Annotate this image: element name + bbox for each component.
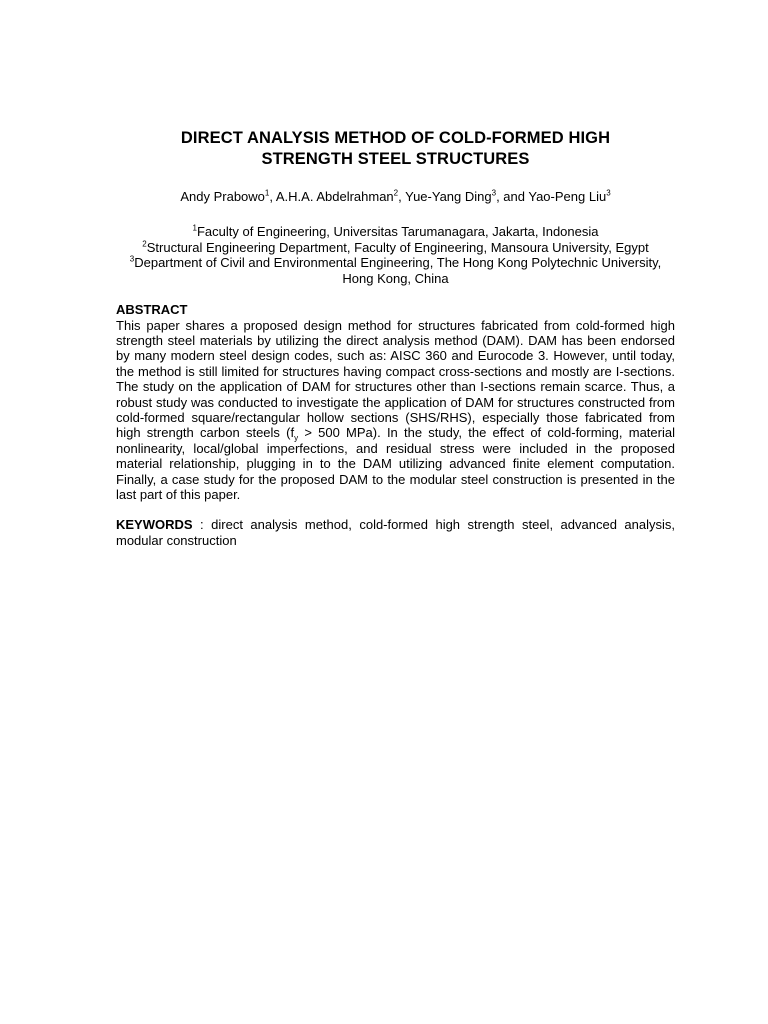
keywords-label: KEYWORDS (116, 517, 193, 533)
affiliation-text: Faculty of Engineering, Universitas Tarumanagara, Jakarta, Indonesia (196, 224, 599, 239)
author-affiliation-mark: 3 (491, 188, 497, 198)
affiliation-mark: 1 (192, 223, 197, 233)
author-separator: , and (496, 189, 529, 204)
author-name: Yue-Yang Ding (405, 189, 492, 204)
abstract-heading: ABSTRACT (116, 302, 188, 317)
paper-page (116, 128, 675, 548)
author-name: Andy Prabowo (180, 189, 265, 204)
affiliation-text: Department of Civil and Environmental Engineering, The Hong Kong Polytechnic University, Hong Kong, China (134, 255, 662, 286)
keywords-text: : direct analysis method, cold-formed high strength steel, advanced analysis, modular construction (116, 517, 675, 548)
author-affiliation-mark: 3 (606, 188, 611, 198)
affiliation-mark: 2 (142, 239, 147, 249)
affiliation-text: Structural Engineering Department, Faculty of Engineering, Mansoura University, Egypt (146, 239, 649, 255)
abstract-text-part1: This paper shares a proposed design method for structures fabricated from cold-formed high strength steel materials by utilizing the direct analysis method (DAM). DAM has been endorsed by many modern steel design codes, such as: AISC 360 and Eurocode 3. However, until today, the method is still limited for structures having compact cross-sections and mostly are I-sections. The study on the application of DAM for structures other than I-sections remain scarce. Thus, a robust study was conducted to investigate the application of DAM for structures constructed from cold-formed square/rectangular hollow sections (SHS/RHS), especially those fabricated from high strength carbon steels (f (116, 317, 675, 441)
abstract-body (116, 318, 675, 503)
affiliation-item (116, 240, 675, 256)
abstract-subscript: y (294, 433, 299, 443)
affiliation-list (116, 224, 675, 286)
paper-title (116, 128, 675, 170)
author-separator: , (269, 189, 276, 204)
author-name: Yao-Peng Liu (528, 189, 607, 204)
affiliation-item (116, 224, 675, 240)
author-affiliation-mark: 2 (393, 188, 399, 198)
title-line-1: DIRECT ANALYSIS METHOD OF COLD-FORMED HIGH (180, 129, 611, 147)
author-list (116, 188, 675, 205)
affiliation-item (116, 255, 675, 286)
affiliation-mark: 3 (129, 254, 135, 264)
author-affiliation-mark: 1 (264, 188, 270, 198)
title-line-2: STRENGTH STEEL STRUCTURES (261, 150, 530, 168)
abstract-text-part2: > 500 MPa). In the study, the effect of cold-forming, material nonlinearity, local/global imperfections, and residual stress were included in the proposed material relationship, plugging in to the DAM utilizing advanced finite element computation. Finally, a case study for the proposed DAM to the modular steel construction is presented in the last part of this paper. (116, 425, 675, 502)
author-separator: , (398, 189, 406, 204)
keywords-line (116, 517, 675, 548)
author-name: A.H.A. Abdelrahman (275, 189, 394, 204)
